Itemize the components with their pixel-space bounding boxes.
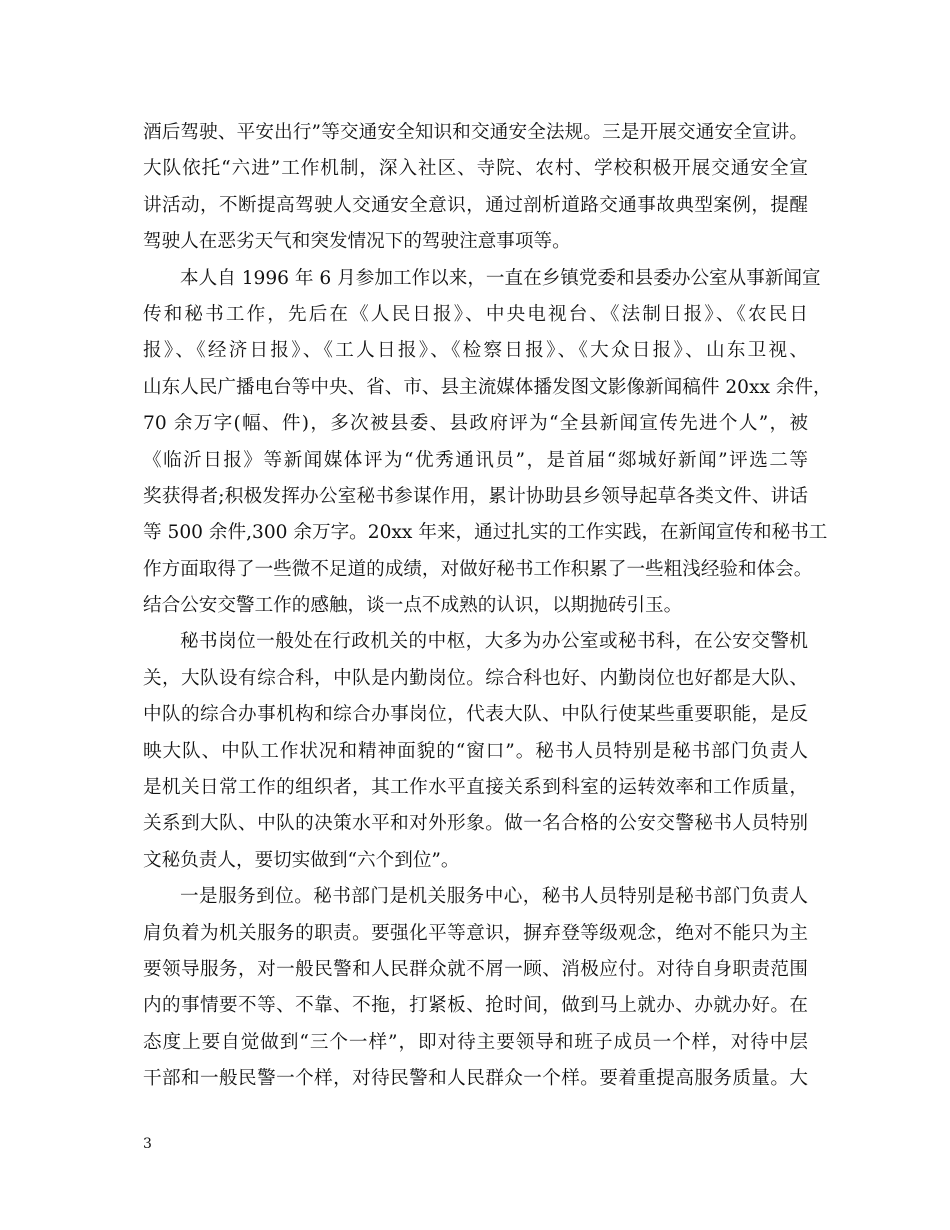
text-line: 结合公安交警工作的感触，谈一点不成熟的认识，以期抛砖引玉。: [143, 595, 683, 617]
text-line: 70 余万字(幅、件)，多次被县委、县政府评为“全县新闻宣传先进个人”，被: [143, 413, 808, 435]
text-line: 作方面取得了一些微不足道的成绩，对做好秘书工作积累了一些粗浅经验和体会。: [143, 558, 813, 580]
text-line: 《临沂日报》等新闻媒体评为“优秀通讯员”，是首届“郯城好新闻”评选二等: [143, 449, 808, 471]
text-line: 文秘负责人，要切实做到“六个到位”。: [143, 849, 460, 871]
text-line: 酒后驾驶、平安出行”等交通安全知识和交通安全法规。三是开展交通安全宣讲。: [143, 122, 808, 143]
text-line: 报》、《经济日报》、《工人日报》、《检察日报》、《大众日报》、山东卫视、: [143, 340, 808, 362]
text-line: 驾驶人在恶劣天气和突发情况下的驾驶注意事项等。: [143, 231, 571, 253]
text-line: 映大队、中队工作状况和精神面貌的“窗口”。秘书人员特别是秘书部门负责人: [143, 740, 808, 762]
text-line: 秘书岗位一般处在行政机关的中枢，大多为办公室或秘书科，在公安交警机: [180, 631, 808, 653]
text-line: 态度上要自觉做到“三个一样”，即对待主要领导和班子成员一个样，对待中层: [143, 1031, 808, 1053]
text-line: 讲活动，不断提高驾驶人交通安全意识，通过剖析道路交通事故典型案例，提醒: [143, 194, 808, 216]
text-line: 要领导服务，对一般民警和人民群众就不屑一顾、消极应付。对待自身职责范围: [143, 958, 808, 980]
paragraph: [143, 115, 808, 261]
text-line: 是机关日常工作的组织者，其工作水平直接关系到科室的运转效率和工作质量，: [143, 777, 808, 799]
text-line: 奖获得者;积极发挥办公室秘书参谋作用，累计协助县乡领导起草各类文件、讲话: [143, 485, 808, 507]
text-line: 关系到大队、中队的决策水平和对外形象。做一名合格的公安交警秘书人员特别: [143, 813, 808, 835]
text-line: 肩负着为机关服务的职责。要强化平等意识，摒弃登等级观念，绝对不能只为主: [143, 922, 808, 944]
text-line: 本人自 1996 年 6 月参加工作以来，一直在乡镇党委和县委办公室从事新闻宣: [180, 267, 821, 289]
paragraph: [143, 261, 832, 625]
text-line: 一是服务到位。秘书部门是机关服务中心，秘书人员特别是秘书部门负责人: [180, 886, 808, 908]
document-body: [143, 115, 832, 1098]
text-line: 关，大队设有综合科，中队是内勤岗位。综合科也好、内勤岗位也好都是大队、: [143, 667, 808, 689]
text-line: 等 500 余件,300 余万字。20xx 年来，通过扎实的工作实践，在新闻宣传和秘书工: [143, 522, 828, 544]
paragraph: [143, 879, 808, 1097]
text-line: 内的事情要不等、不靠、不拖，打紧板、抢时间，做到马上就办、办就办好。在: [143, 995, 808, 1017]
text-line: 中队的综合办事机构和综合办事岗位，代表大队、中队行使某些重要职能，是反: [143, 704, 808, 726]
text-line: 大队依托“六进”工作机制，深入社区、寺院、农村、学校积极开展交通安全宣: [143, 158, 808, 180]
text-line: 传和秘书工作，先后在《人民日报》、中央电视台、《法制日报》、《农民日: [143, 303, 808, 325]
text-line: 干部和一般民警一个样，对待民警和人民群众一个样。要着重提高服务质量。大: [143, 1068, 808, 1090]
text-line: 山东人民广播电台等中央、省、市、县主流媒体播发图文影像新闻稿件 20xx 余件，: [143, 376, 832, 398]
paragraph: [143, 624, 808, 879]
page-number: 3: [143, 1136, 152, 1152]
